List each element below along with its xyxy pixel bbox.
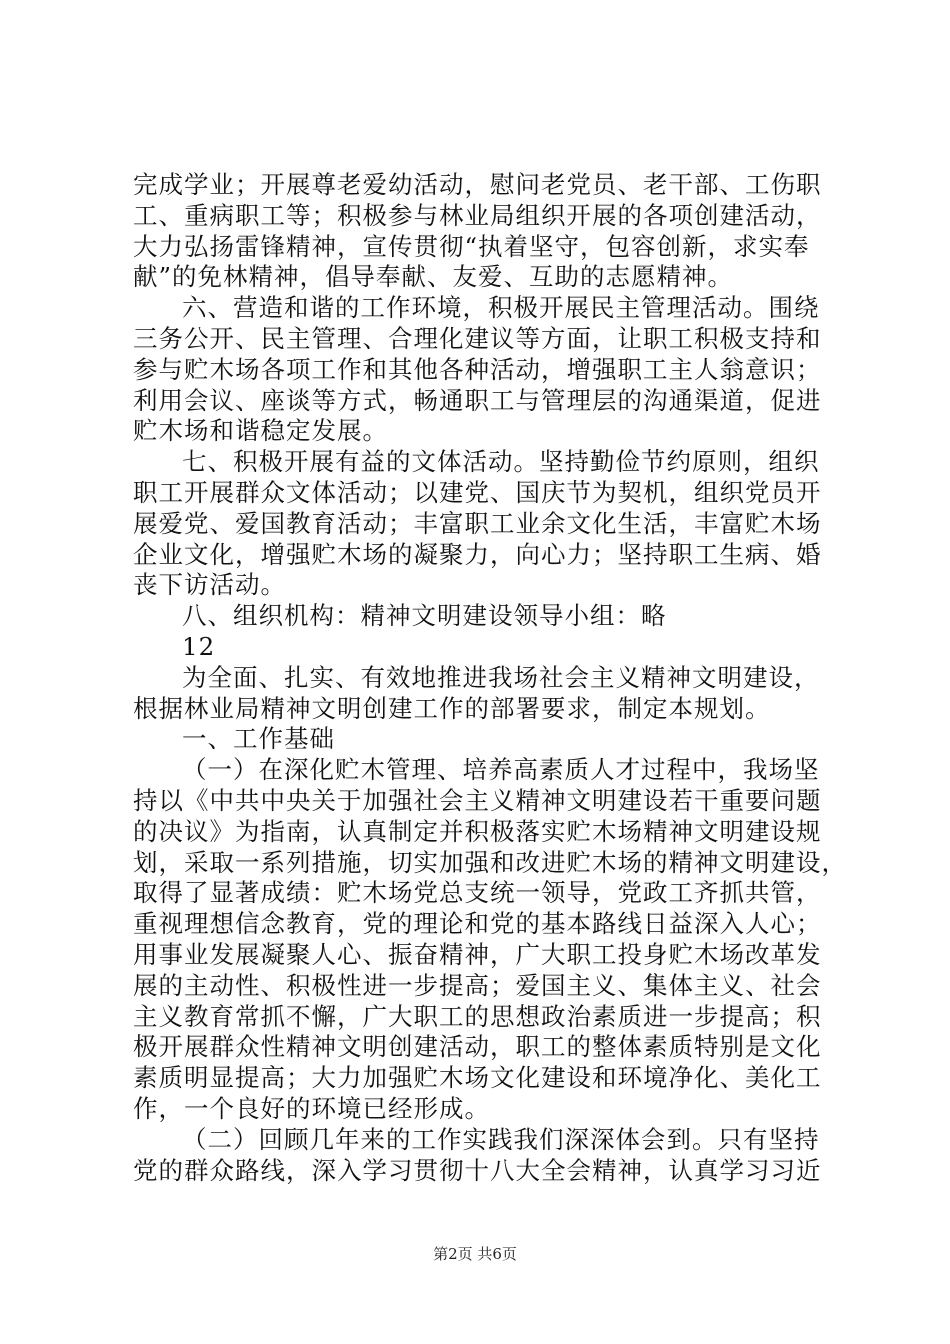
text-line: 完成学业；开展尊老爱幼活动，慰问老党员、老干部、工伤职 — [133, 170, 822, 199]
text-line: 取得了显著成绩：贮木场党总支统一领导，党政工齐抓共管， — [133, 878, 822, 908]
text-line: 献”的免林精神，倡导奉献、友爱、互助的志愿精神。 — [133, 262, 734, 292]
text-line: 党的群众路线，深入学习贯彻十八大全会精神，认真学习习近 — [133, 1155, 822, 1185]
text-line: 六、营造和谐的工作环境，积极开展民主管理活动。围绕 — [182, 293, 820, 323]
text-line: 持以《中共中央关于加强社会主义精神文明建设若干重要问题 — [133, 785, 822, 815]
text-line: 根据林业局精神文明创建工作的部署要求，制定本规划。 — [133, 693, 771, 723]
text-line: 用事业发展凝聚人心、振奋精神，广大职工投身贮木场改革发 — [133, 939, 822, 969]
document-body — [133, 170, 847, 1186]
text-line: 贮木场和谐稳定发展。 — [133, 416, 388, 446]
text-line: 展的主动性、积极性进一步提高；爱国主义、集体主义、社会 — [133, 970, 822, 1000]
text-line: 参与贮木场各项工作和其他各种活动，增强职工主人翁意识； — [133, 354, 822, 384]
text-line: 三务公开、民主管理、合理化建议等方面，让职工积极支持和 — [133, 323, 822, 353]
text-line: 极开展群众性精神文明创建活动，职工的整体素质特别是文化 — [133, 1032, 822, 1062]
text-line: 职工开展群众文体活动；以建党、国庆节为契机，组织党员开 — [133, 477, 822, 507]
text-line: （二）回顾几年来的工作实践我们深深体会到。只有坚持 — [182, 1124, 820, 1154]
text-line: 企业文化，增强贮木场的凝聚力，向心力；坚持职工生病、婚 — [133, 539, 822, 569]
text-line: 利用会议、座谈等方式，畅通职工与管理层的沟通渠道，促进 — [133, 385, 822, 415]
text-line: 一、工作基础 — [182, 724, 335, 754]
text-line: 丧下访活动。 — [133, 570, 286, 600]
page-footer: 第2页 共6页 — [433, 1245, 517, 1263]
text-line: 重视理想信念教育，党的理论和党的基本路线日益深入人心； — [133, 909, 822, 939]
text-line: 工、重病职工等；积极参与林业局组织开展的各项创建活动， — [133, 200, 822, 230]
text-line: 七、积极开展有益的文体活动。坚持勤俭节约原则，组织 — [182, 447, 820, 477]
text-line: 的决议》为指南，认真制定并积极落实贮木场精神文明建设规 — [133, 816, 822, 846]
text-line: 展爱党、爱国教育活动；丰富职工业余文化生活，丰富贮木场 — [133, 508, 822, 538]
text-line: 主义教育常抓不懈，广大职工的思想政治素质进一步提高；积 — [133, 1001, 822, 1031]
text-line: 八、组织机构：精神文明建设领导小组：略 — [182, 601, 667, 631]
text-line: 素质明显提高；大力加强贮木场文化建设和环境净化、美化工 — [133, 1063, 822, 1093]
text-line: 大力弘扬雷锋精神，宣传贯彻“执着坚守，包容创新，求实奉 — [133, 231, 810, 261]
text-line: 划，采取一系列措施，切实加强和改进贮木场的精神文明建设， — [133, 847, 847, 877]
text-line: 12 — [182, 631, 216, 661]
text-line: （一）在深化贮木管理、培养高素质人才过程中，我场坚 — [182, 755, 820, 785]
text-line: 为全面、扎实、有效地推进我场社会主义精神文明建设， — [182, 662, 820, 692]
text-line: 作，一个良好的环境已经形成。 — [133, 1093, 490, 1123]
